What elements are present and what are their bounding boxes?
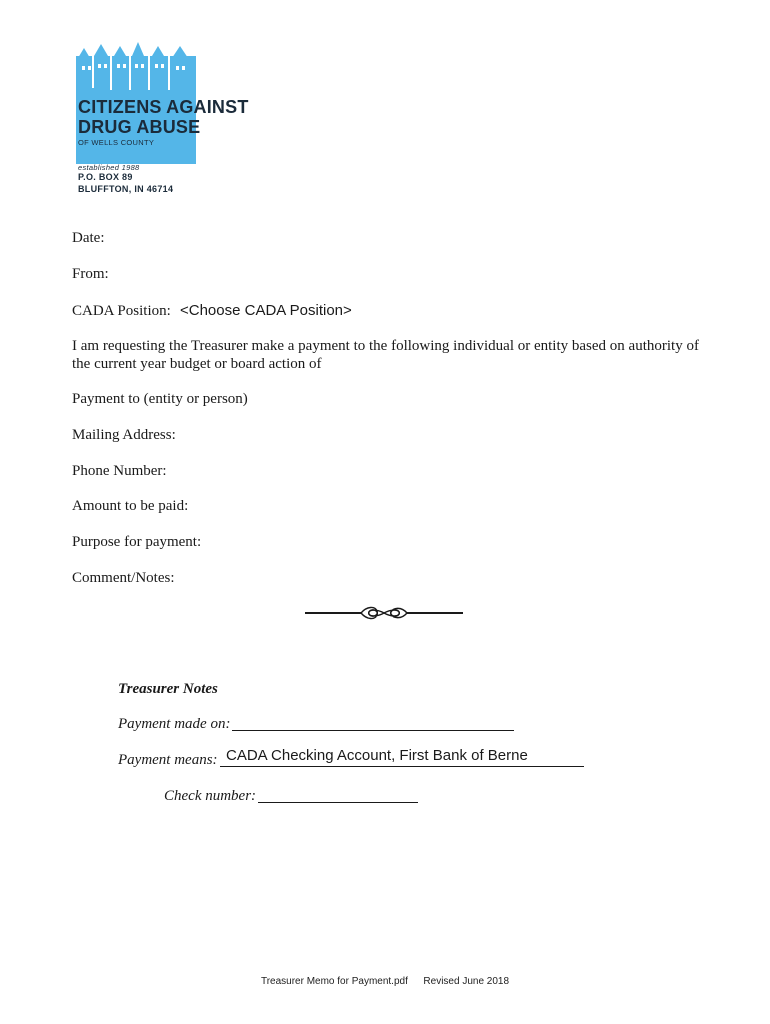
ornament-divider-icon — [305, 603, 463, 623]
position-dropdown[interactable]: <Choose CADA Position> — [180, 302, 352, 319]
logo-title-line1: CITIZENS AGAINST — [78, 97, 249, 117]
logo-county: OF WELLS COUNTY — [78, 138, 155, 147]
logo-established: established 1988 — [78, 163, 140, 172]
comments-label: Comment/Notes: — [72, 570, 175, 586]
payment-means-label: Payment means: — [118, 752, 218, 768]
payment-to-label: Payment to (entity or person) — [72, 391, 248, 407]
amount-label: Amount to be paid: — [72, 498, 189, 514]
request-paragraph: I am requesting the Treasurer make a payment to the following individual or entity based on authority of the current year budget or board action of — [72, 338, 699, 372]
from-label: From: — [72, 266, 109, 282]
logo-title-line2: DRUG ABUSE — [78, 117, 201, 137]
check-number-label: Check number: — [164, 788, 257, 804]
payment-means-line — [220, 766, 584, 767]
page-footer — [0, 976, 770, 987]
phone-number-label: Phone Number: — [72, 463, 167, 479]
treasurer-notes-heading: Treasurer Notes — [118, 681, 218, 697]
logo-city: BLUFFTON, IN 46714 — [78, 184, 174, 194]
logo-po-box: P.O. BOX 89 — [78, 172, 133, 182]
mailing-address-label: Mailing Address: — [72, 427, 176, 443]
purpose-label: Purpose for payment: — [72, 534, 202, 550]
position-label: CADA Position: — [72, 303, 171, 319]
payment-means-field[interactable]: CADA Checking Account, First Bank of Berne — [226, 747, 528, 764]
check-number-field[interactable] — [258, 802, 418, 803]
cada-logo — [76, 42, 249, 202]
date-label: Date: — [72, 230, 105, 246]
payment-made-on-label: Payment made on: — [118, 716, 231, 732]
payment-made-on-field[interactable] — [232, 730, 514, 731]
footer-filename: Treasurer Memo for Payment.pdf — [260, 976, 408, 987]
footer-revised: Revised June 2018 — [423, 976, 510, 987]
